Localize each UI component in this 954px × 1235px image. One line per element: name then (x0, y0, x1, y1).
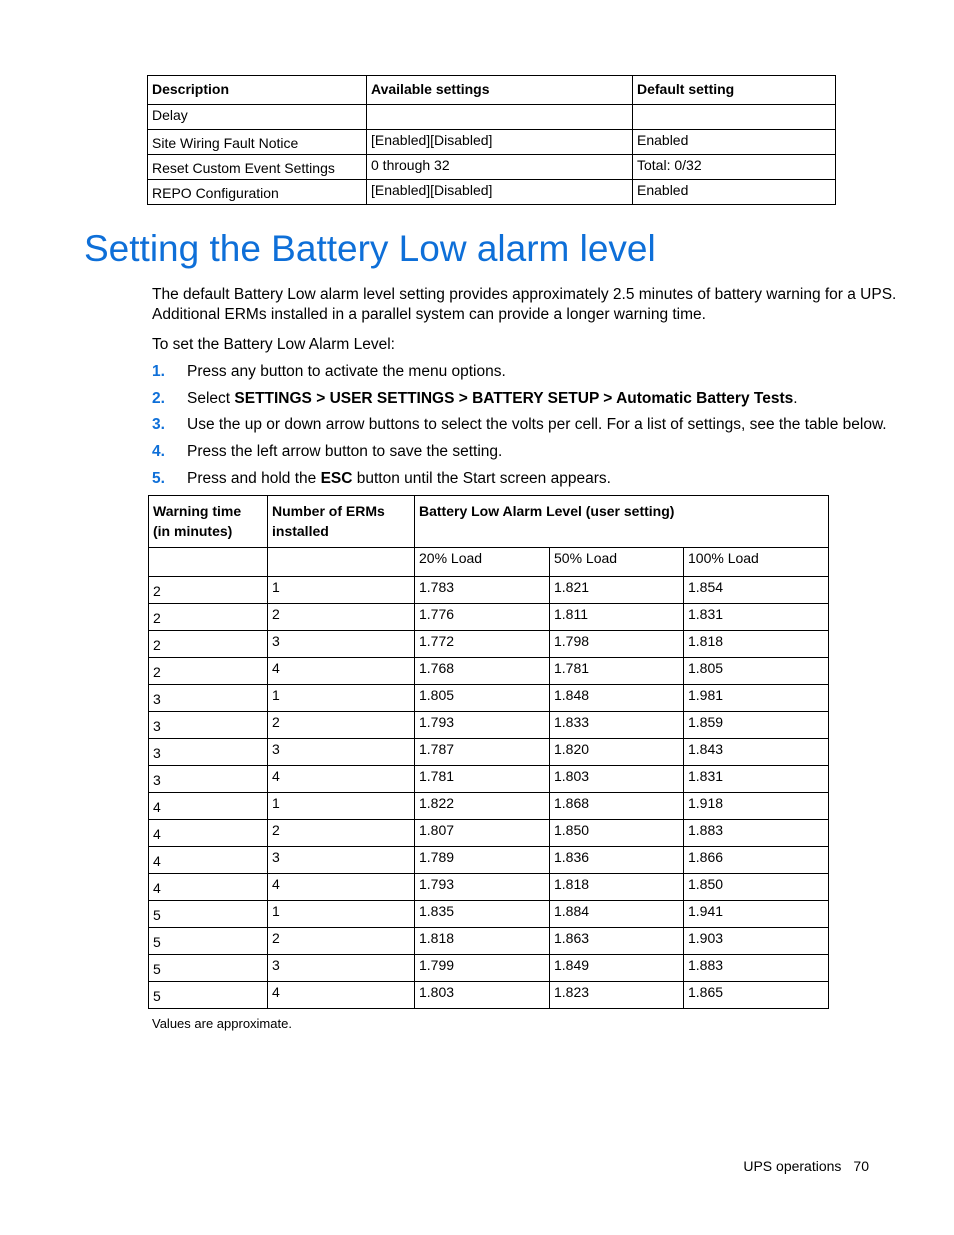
table-cell: 1.883 (684, 820, 829, 847)
table-cell: 1.820 (550, 739, 684, 766)
table-cell: 1.863 (550, 928, 684, 955)
menu-path: SETTINGS > USER SETTINGS > BATTERY SETUP > Automatic Battery Tests (234, 390, 794, 407)
table-cell: Enabled (633, 130, 836, 155)
table-cell: 1.783 (415, 577, 550, 604)
table-cell: 4 (268, 658, 415, 685)
footer-section: UPS operations (743, 1158, 842, 1174)
table-row (148, 130, 836, 155)
table-row (149, 631, 829, 658)
table-cell: 2 (149, 604, 268, 631)
column-header-alarm-level: Battery Low Alarm Level (user setting) (415, 496, 829, 548)
table-row (148, 105, 836, 130)
table-cell: 1.850 (684, 874, 829, 901)
subheader-20-load: 20% Load (415, 548, 550, 577)
table-row (149, 874, 829, 901)
table-cell: 1.768 (415, 658, 550, 685)
table-cell: 2 (268, 604, 415, 631)
alarm-table-subheader-row (149, 548, 829, 577)
header-line: Number of ERMs (272, 503, 385, 519)
table-cell: 4 (268, 982, 415, 1009)
table-cell: [Enabled][Disabled] (367, 130, 633, 155)
table-cell: 3 (268, 631, 415, 658)
settings-table-header-row (148, 76, 836, 105)
table-cell: 1.843 (684, 739, 829, 766)
table-cell: 1.918 (684, 793, 829, 820)
table-row (149, 901, 829, 928)
table-row (149, 955, 829, 982)
page-footer (743, 1158, 869, 1174)
table-note: Values are approximate. (152, 1016, 292, 1031)
column-header-available-settings: Available settings (367, 76, 633, 105)
table-cell: 1.818 (415, 928, 550, 955)
subheader-100-load: 100% Load (684, 548, 829, 577)
table-cell: 5 (149, 955, 268, 982)
table-cell (268, 548, 415, 577)
table-cell: 2 (268, 712, 415, 739)
table-cell: 1.850 (550, 820, 684, 847)
table-cell: 1.835 (415, 901, 550, 928)
table-cell (633, 105, 836, 130)
table-row (149, 712, 829, 739)
table-cell: 2 (268, 928, 415, 955)
table-cell: [Enabled][Disabled] (367, 180, 633, 205)
table-row (149, 658, 829, 685)
step-number: 5. (152, 470, 165, 487)
table-cell: 4 (149, 847, 268, 874)
button-name: ESC (320, 470, 353, 487)
step-text-plain: Select (187, 390, 235, 407)
table-cell: 1.833 (550, 712, 684, 739)
step-text-plain: button until the Start screen appears. (352, 470, 611, 487)
table-cell: 3 (149, 766, 268, 793)
table-cell: 1 (268, 901, 415, 928)
table-cell: 1.805 (415, 685, 550, 712)
step-number: 4. (152, 443, 165, 460)
table-cell: 4 (268, 766, 415, 793)
table-cell: Site Wiring Fault Notice (148, 130, 367, 155)
header-line: (in minutes) (153, 523, 233, 539)
subheader-50-load: 50% Load (550, 548, 684, 577)
table-cell: 2 (149, 577, 268, 604)
settings-table (147, 75, 836, 205)
alarm-table-header-row (149, 496, 829, 548)
table-cell: 1.798 (550, 631, 684, 658)
table-cell: 4 (149, 874, 268, 901)
table-cell: 2 (149, 658, 268, 685)
column-header-warning-time (149, 496, 268, 548)
table-row (149, 793, 829, 820)
table-cell: 1.883 (684, 955, 829, 982)
table-cell: 1.884 (550, 901, 684, 928)
table-cell: 1 (268, 577, 415, 604)
table-cell: 1.831 (684, 766, 829, 793)
table-cell: 1.866 (684, 847, 829, 874)
table-cell: 1.789 (415, 847, 550, 874)
step-text-plain: . (793, 390, 798, 407)
table-cell: 1.865 (684, 982, 829, 1009)
table-cell: 1 (268, 685, 415, 712)
table-cell: 4 (149, 793, 268, 820)
column-header-default-setting: Default setting (633, 76, 836, 105)
table-cell: 1.818 (684, 631, 829, 658)
table-cell: 4 (149, 820, 268, 847)
table-cell: 1.805 (684, 658, 829, 685)
page-number: 70 (853, 1158, 869, 1174)
table-cell: 1.854 (684, 577, 829, 604)
column-header-number-of-erms (268, 496, 415, 548)
step-text (187, 469, 611, 489)
table-cell: 1.818 (550, 874, 684, 901)
table-row (148, 180, 836, 205)
table-cell: Reset Custom Event Settings (148, 155, 367, 180)
table-cell: Total: 0/32 (633, 155, 836, 180)
table-cell: 3 (149, 712, 268, 739)
table-row (149, 847, 829, 874)
table-cell: 1.793 (415, 712, 550, 739)
table-cell: 3 (149, 739, 268, 766)
table-cell: 5 (149, 928, 268, 955)
table-cell: 1.848 (550, 685, 684, 712)
table-cell: 1.803 (415, 982, 550, 1009)
intro-line-1: The default Battery Low alarm level setting provides approximately 2.5 minutes of battery warning for a UPS. (152, 286, 897, 303)
header-line: installed (272, 523, 329, 539)
step-number: 1. (152, 363, 165, 380)
table-cell: REPO Configuration (148, 180, 367, 205)
table-cell: 3 (268, 739, 415, 766)
step-number: 2. (152, 390, 165, 407)
step-text: Use the up or down arrow buttons to select the volts per cell. For a list of settings, see the table below. (187, 416, 887, 433)
table-cell: 2 (268, 820, 415, 847)
table-cell: 1.811 (550, 604, 684, 631)
table-cell: 1.981 (684, 685, 829, 712)
table-cell: 1.821 (550, 577, 684, 604)
intro-line-2: Additional ERMs installed in a parallel system can provide a longer warning time. (152, 306, 706, 323)
table-cell: 1.793 (415, 874, 550, 901)
step-number: 3. (152, 416, 165, 433)
table-cell: 1.903 (684, 928, 829, 955)
table-cell: 4 (268, 874, 415, 901)
table-cell: 1.781 (550, 658, 684, 685)
procedure-lead-in: To set the Battery Low Alarm Level: (152, 336, 395, 353)
table-cell: 1.836 (550, 847, 684, 874)
table-cell: 1.859 (684, 712, 829, 739)
table-row (149, 820, 829, 847)
table-cell: 3 (268, 955, 415, 982)
table-cell: 1.781 (415, 766, 550, 793)
table-row (148, 155, 836, 180)
table-cell (149, 548, 268, 577)
table-cell: 5 (149, 982, 268, 1009)
column-header-description: Description (148, 76, 367, 105)
table-cell: 1.823 (550, 982, 684, 1009)
table-cell: 3 (268, 847, 415, 874)
alarm-level-table (148, 495, 829, 1009)
table-cell: 1.776 (415, 604, 550, 631)
table-cell: 1.807 (415, 820, 550, 847)
table-cell: 1.941 (684, 901, 829, 928)
step-text (187, 389, 798, 409)
table-cell: 5 (149, 901, 268, 928)
table-row (149, 739, 829, 766)
table-cell: Enabled (633, 180, 836, 205)
table-cell: 1.803 (550, 766, 684, 793)
section-heading: Setting the Battery Low alarm level (84, 228, 656, 269)
table-cell: 1.822 (415, 793, 550, 820)
table-row (149, 928, 829, 955)
table-row (149, 577, 829, 604)
table-cell: 0 through 32 (367, 155, 633, 180)
table-cell: 1.831 (684, 604, 829, 631)
table-cell: 1.799 (415, 955, 550, 982)
header-line: Warning time (153, 503, 242, 519)
step-text-plain: Press and hold the (187, 470, 321, 487)
table-row (149, 604, 829, 631)
table-cell: 1.849 (550, 955, 684, 982)
table-row (149, 982, 829, 1009)
table-cell: 1.868 (550, 793, 684, 820)
table-cell (367, 105, 633, 130)
table-cell: 1 (268, 793, 415, 820)
table-cell: 3 (149, 685, 268, 712)
table-cell: 1.787 (415, 739, 550, 766)
table-row (149, 766, 829, 793)
step-text: Press the left arrow button to save the setting. (187, 443, 503, 460)
table-cell: 1.772 (415, 631, 550, 658)
table-cell: 2 (149, 631, 268, 658)
table-cell: Delay (148, 105, 367, 130)
step-text: Press any button to activate the menu options. (187, 363, 506, 380)
table-row (149, 685, 829, 712)
